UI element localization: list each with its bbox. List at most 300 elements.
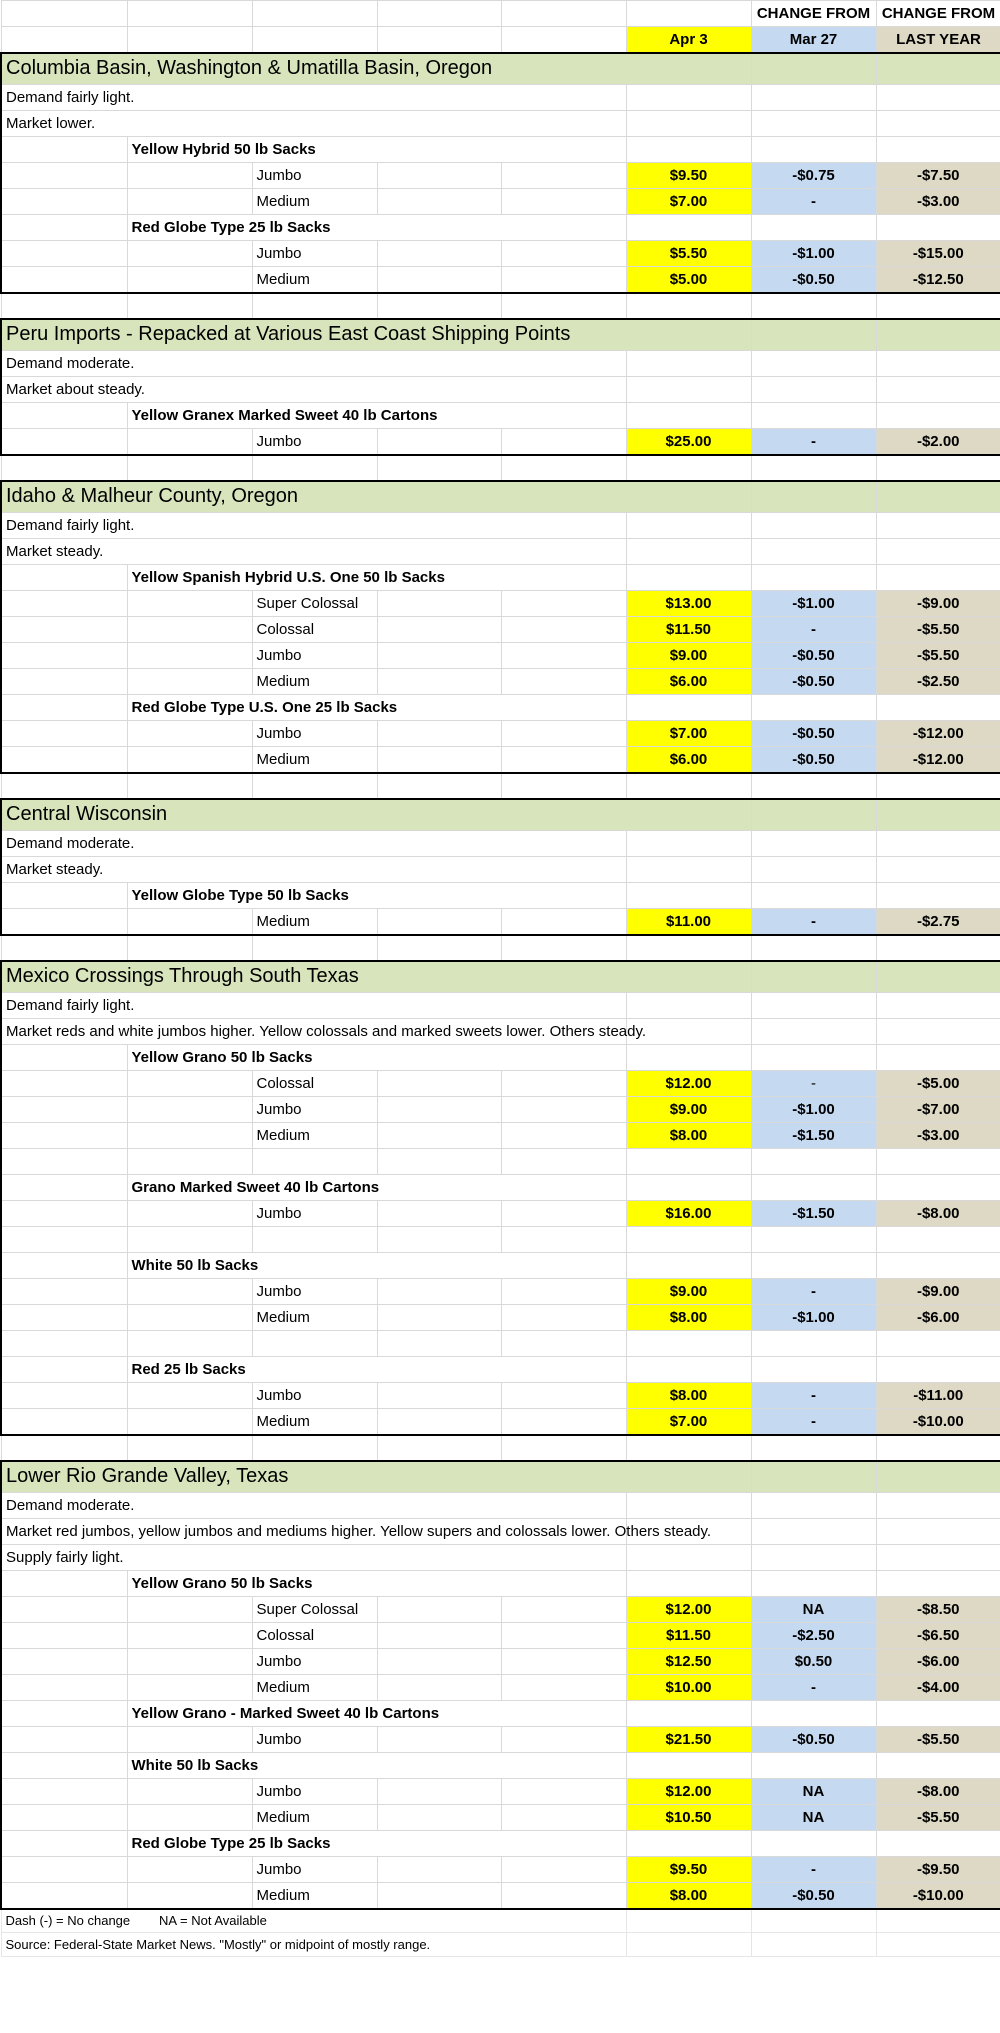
empty-cell [127,669,252,695]
price-value: $7.00 [626,189,751,215]
empty-cell [626,993,751,1019]
empty-cell [127,1201,252,1227]
price-value: $7.00 [626,1409,751,1435]
empty-cell [751,85,876,111]
region-header [1,961,1000,993]
legend-text: Dash (-) = No change NA = Not Available [1,1909,626,1933]
empty-cell [501,1623,626,1649]
region-header [1,53,1000,85]
empty-cell [876,993,1000,1019]
price-value: $11.50 [626,1623,751,1649]
empty-cell [1,695,127,721]
price-value: $8.00 [626,1383,751,1409]
price-row [1,1675,1000,1701]
price-row [1,1123,1000,1149]
empty-cell [377,643,501,669]
empty-cell [876,883,1000,909]
empty-cell [501,189,626,215]
empty-cell [751,319,876,351]
market-note: Market steady. [1,857,626,883]
size-label: Medium [252,1123,377,1149]
size-label: Jumbo [252,1097,377,1123]
empty-cell [501,1409,626,1435]
empty-cell [876,319,1000,351]
empty-cell [876,565,1000,591]
empty-cell [501,455,626,481]
empty-cell [876,455,1000,481]
empty-cell [501,1201,626,1227]
empty-cell [876,799,1000,831]
empty-cell [252,1,377,27]
empty-cell [1,909,127,935]
empty-cell [1,1201,127,1227]
empty-cell [501,909,626,935]
empty-cell [1,1675,127,1701]
empty-cell [626,1933,751,1957]
separator-row [1,773,1000,799]
empty-cell [501,1597,626,1623]
empty-cell [751,1461,876,1493]
region-title: Lower Rio Grande Valley, Texas [1,1461,751,1493]
empty-cell [377,27,501,53]
empty-cell [377,1201,501,1227]
package-name: Red Globe Type 25 lb Sacks [127,1831,626,1857]
empty-cell [501,1279,626,1305]
change-week-value: - [751,1383,876,1409]
empty-cell [876,351,1000,377]
change-week-value: -$1.00 [751,1305,876,1331]
empty-cell [876,137,1000,163]
price-value: $6.00 [626,747,751,773]
empty-cell [876,935,1000,961]
empty-cell [751,1571,876,1597]
empty-cell [751,1253,876,1279]
empty-cell [626,857,751,883]
empty-cell [127,1383,252,1409]
price-row [1,591,1000,617]
market-note: Demand fairly light. [1,85,626,111]
price-value: $12.00 [626,1071,751,1097]
empty-cell [1,1779,127,1805]
empty-cell [377,1883,501,1909]
date-header: Apr 3 [626,27,751,53]
empty-cell [626,293,751,319]
empty-cell [626,1435,751,1461]
empty-cell [876,1253,1000,1279]
price-row [1,1201,1000,1227]
size-label: Colossal [252,617,377,643]
empty-cell [751,1519,876,1545]
change-week-value: -$1.00 [751,241,876,267]
empty-cell [1,429,127,455]
spacer-row [1,1227,1000,1253]
empty-cell [751,799,876,831]
change-year-value: -$6.50 [876,1623,1000,1649]
change-year-value: -$10.00 [876,1409,1000,1435]
package-row [1,695,1000,721]
market-note-row [1,85,1000,111]
empty-cell [501,1727,626,1753]
package-row [1,1753,1000,1779]
market-note: Market reds and white jumbos higher. Yellow colossals and marked sweets lower. Others steady. [1,1019,626,1045]
empty-cell [127,1071,252,1097]
empty-cell [377,1149,501,1175]
size-label: Jumbo [252,1649,377,1675]
package-row [1,1045,1000,1071]
empty-cell [876,481,1000,513]
empty-cell [127,1,252,27]
empty-cell [1,189,127,215]
change-year-value: -$5.00 [876,1071,1000,1097]
header-row-1 [1,1,1000,27]
empty-cell [127,267,252,293]
market-note: Demand moderate. [1,831,626,857]
empty-cell [127,27,252,53]
empty-cell [626,1831,751,1857]
empty-cell [377,1727,501,1753]
change-week-value: -$0.50 [751,669,876,695]
price-row [1,241,1000,267]
empty-cell [501,773,626,799]
empty-cell [377,1331,501,1357]
empty-cell [501,669,626,695]
empty-cell [626,1,751,27]
size-label: Super Colossal [252,591,377,617]
empty-cell [876,857,1000,883]
empty-cell [1,1175,127,1201]
change-week-value: NA [751,1597,876,1623]
empty-cell [377,591,501,617]
empty-cell [876,539,1000,565]
package-row [1,137,1000,163]
change-week-value: -$1.00 [751,591,876,617]
empty-cell [1,591,127,617]
package-name: Yellow Grano 50 lb Sacks [127,1045,626,1071]
market-note: Supply fairly light. [1,1545,626,1571]
change-week-value: - [751,617,876,643]
last-year-header: LAST YEAR [876,27,1000,53]
empty-cell [377,241,501,267]
price-row [1,1623,1000,1649]
price-row [1,909,1000,935]
empty-cell [1,1571,127,1597]
empty-cell [626,883,751,909]
price-value: $7.00 [626,721,751,747]
empty-cell [626,1175,751,1201]
empty-cell [751,377,876,403]
empty-cell [1,669,127,695]
price-value: $10.00 [626,1675,751,1701]
empty-cell [751,111,876,137]
package-name: Yellow Grano - Marked Sweet 40 lb Cartons [127,1701,626,1727]
empty-cell [751,1831,876,1857]
price-value: $9.00 [626,1097,751,1123]
empty-cell [876,1019,1000,1045]
empty-cell [1,1383,127,1409]
empty-cell [377,1623,501,1649]
empty-cell [1,1253,127,1279]
market-note-row [1,1493,1000,1519]
package-row [1,403,1000,429]
empty-cell [127,455,252,481]
empty-cell [127,1409,252,1435]
empty-cell [876,1519,1000,1545]
empty-cell [751,293,876,319]
price-row [1,1409,1000,1435]
empty-cell [751,831,876,857]
empty-cell [501,617,626,643]
empty-cell [876,695,1000,721]
source-row [1,1933,1000,1957]
empty-cell [876,111,1000,137]
price-value: $8.00 [626,1123,751,1149]
price-row [1,669,1000,695]
empty-cell [377,909,501,935]
change-week-value: -$1.00 [751,1097,876,1123]
price-row [1,1279,1000,1305]
price-value: $9.50 [626,163,751,189]
empty-cell [626,1753,751,1779]
change-year-value: -$6.00 [876,1649,1000,1675]
empty-cell [1,1,127,27]
empty-cell [876,1545,1000,1571]
empty-cell [127,1149,252,1175]
change-year-value: -$12.50 [876,267,1000,293]
region-title: Columbia Basin, Washington & Umatilla Basin, Oregon [1,53,751,85]
empty-cell [127,189,252,215]
price-value: $21.50 [626,1727,751,1753]
package-row [1,883,1000,909]
empty-cell [1,137,127,163]
empty-cell [626,539,751,565]
empty-cell [876,85,1000,111]
empty-cell [252,1435,377,1461]
package-row [1,215,1000,241]
package-name: Red Globe Type U.S. One 25 lb Sacks [127,695,626,721]
empty-cell [1,883,127,909]
empty-cell [127,1305,252,1331]
change-week-value: -$0.75 [751,163,876,189]
change-from-year-header: CHANGE FROM [876,1,1000,27]
empty-cell [1,293,127,319]
change-year-value: -$8.50 [876,1597,1000,1623]
size-label: Jumbo [252,1279,377,1305]
market-note-row [1,111,1000,137]
price-row [1,267,1000,293]
empty-cell [876,1175,1000,1201]
empty-cell [377,429,501,455]
header-row-2 [1,27,1000,53]
price-value: $12.00 [626,1597,751,1623]
empty-cell [127,1435,252,1461]
empty-cell [1,1409,127,1435]
region-header [1,799,1000,831]
empty-cell [1,1331,127,1357]
empty-cell [751,883,876,909]
price-row [1,1383,1000,1409]
empty-cell [751,1357,876,1383]
empty-cell [127,1649,252,1675]
empty-cell [377,1,501,27]
empty-cell [1,163,127,189]
empty-cell [377,747,501,773]
empty-cell [1,747,127,773]
empty-cell [252,1331,377,1357]
empty-cell [127,747,252,773]
empty-cell [501,721,626,747]
package-name: Grano Marked Sweet 40 lb Cartons [127,1175,626,1201]
price-row [1,429,1000,455]
empty-cell [127,1331,252,1357]
package-name: White 50 lb Sacks [127,1753,626,1779]
empty-cell [751,565,876,591]
empty-cell [1,935,127,961]
empty-cell [1,617,127,643]
empty-cell [501,1883,626,1909]
size-label: Medium [252,267,377,293]
region-title: Idaho & Malheur County, Oregon [1,481,751,513]
empty-cell [876,1571,1000,1597]
change-year-value: -$2.00 [876,429,1000,455]
empty-cell [626,1045,751,1071]
change-year-value: -$7.00 [876,1097,1000,1123]
change-week-value: -$0.50 [751,1883,876,1909]
price-row [1,1727,1000,1753]
change-year-value: -$4.00 [876,1675,1000,1701]
empty-cell [127,1779,252,1805]
package-row [1,1831,1000,1857]
price-row [1,1097,1000,1123]
price-row [1,1649,1000,1675]
change-week-value: -$0.50 [751,721,876,747]
empty-cell [1,1805,127,1831]
empty-cell [377,1227,501,1253]
change-week-value: -$0.50 [751,267,876,293]
market-note-row [1,831,1000,857]
price-value: $13.00 [626,591,751,617]
empty-cell [876,1331,1000,1357]
spacer-row [1,1149,1000,1175]
empty-cell [501,1227,626,1253]
empty-cell [876,377,1000,403]
empty-cell [751,1753,876,1779]
empty-cell [252,935,377,961]
change-week-value: - [751,429,876,455]
market-note-row [1,513,1000,539]
size-label: Super Colossal [252,1597,377,1623]
empty-cell [127,163,252,189]
empty-cell [377,1409,501,1435]
change-year-value: -$3.00 [876,189,1000,215]
empty-cell [751,1045,876,1071]
change-year-value: -$5.50 [876,643,1000,669]
empty-cell [1,1701,127,1727]
empty-cell [751,1175,876,1201]
change-week-value: -$2.50 [751,1623,876,1649]
change-week-value: - [751,1279,876,1305]
empty-cell [876,293,1000,319]
empty-cell [501,1435,626,1461]
empty-cell [377,1097,501,1123]
empty-cell [377,455,501,481]
price-value: $10.50 [626,1805,751,1831]
change-week-value: - [751,1071,876,1097]
empty-cell [626,773,751,799]
market-note: Market lower. [1,111,626,137]
region-title: Mexico Crossings Through South Texas [1,961,751,993]
market-note: Demand fairly light. [1,993,626,1019]
package-row [1,1175,1000,1201]
empty-cell [751,1545,876,1571]
region-title: Central Wisconsin [1,799,751,831]
price-value: $9.00 [626,643,751,669]
empty-cell [377,1597,501,1623]
price-value: $5.50 [626,241,751,267]
empty-cell [1,455,127,481]
price-value: $9.00 [626,1279,751,1305]
empty-cell [751,481,876,513]
market-note: Demand moderate. [1,1493,626,1519]
empty-cell [876,1933,1000,1957]
empty-cell [377,163,501,189]
empty-cell [252,293,377,319]
empty-cell [751,773,876,799]
price-value: $5.00 [626,267,751,293]
empty-cell [751,993,876,1019]
price-value: $25.00 [626,429,751,455]
empty-cell [751,137,876,163]
empty-cell [626,1701,751,1727]
empty-cell [501,1331,626,1357]
price-row [1,1305,1000,1331]
empty-cell [501,643,626,669]
empty-cell [127,643,252,669]
separator-row [1,935,1000,961]
market-note: Market steady. [1,539,626,565]
change-week-value: - [751,1675,876,1701]
empty-cell [127,935,252,961]
price-row [1,721,1000,747]
empty-cell [377,267,501,293]
size-label: Jumbo [252,163,377,189]
empty-cell [751,53,876,85]
change-week-value: -$1.50 [751,1201,876,1227]
change-week-value: NA [751,1805,876,1831]
empty-cell [1,1597,127,1623]
empty-cell [501,1305,626,1331]
empty-cell [377,1857,501,1883]
empty-cell [501,1123,626,1149]
empty-cell [626,137,751,163]
empty-cell [1,1071,127,1097]
market-note-row [1,539,1000,565]
empty-cell [501,747,626,773]
empty-cell [1,1649,127,1675]
empty-cell [501,293,626,319]
size-label: Medium [252,1675,377,1701]
empty-cell [127,293,252,319]
empty-cell [751,1331,876,1357]
change-year-value: -$12.00 [876,721,1000,747]
empty-cell [876,773,1000,799]
empty-cell [626,565,751,591]
empty-cell [876,513,1000,539]
empty-cell [626,1227,751,1253]
empty-cell [501,1805,626,1831]
empty-cell [501,163,626,189]
package-row [1,1571,1000,1597]
size-label: Jumbo [252,1779,377,1805]
